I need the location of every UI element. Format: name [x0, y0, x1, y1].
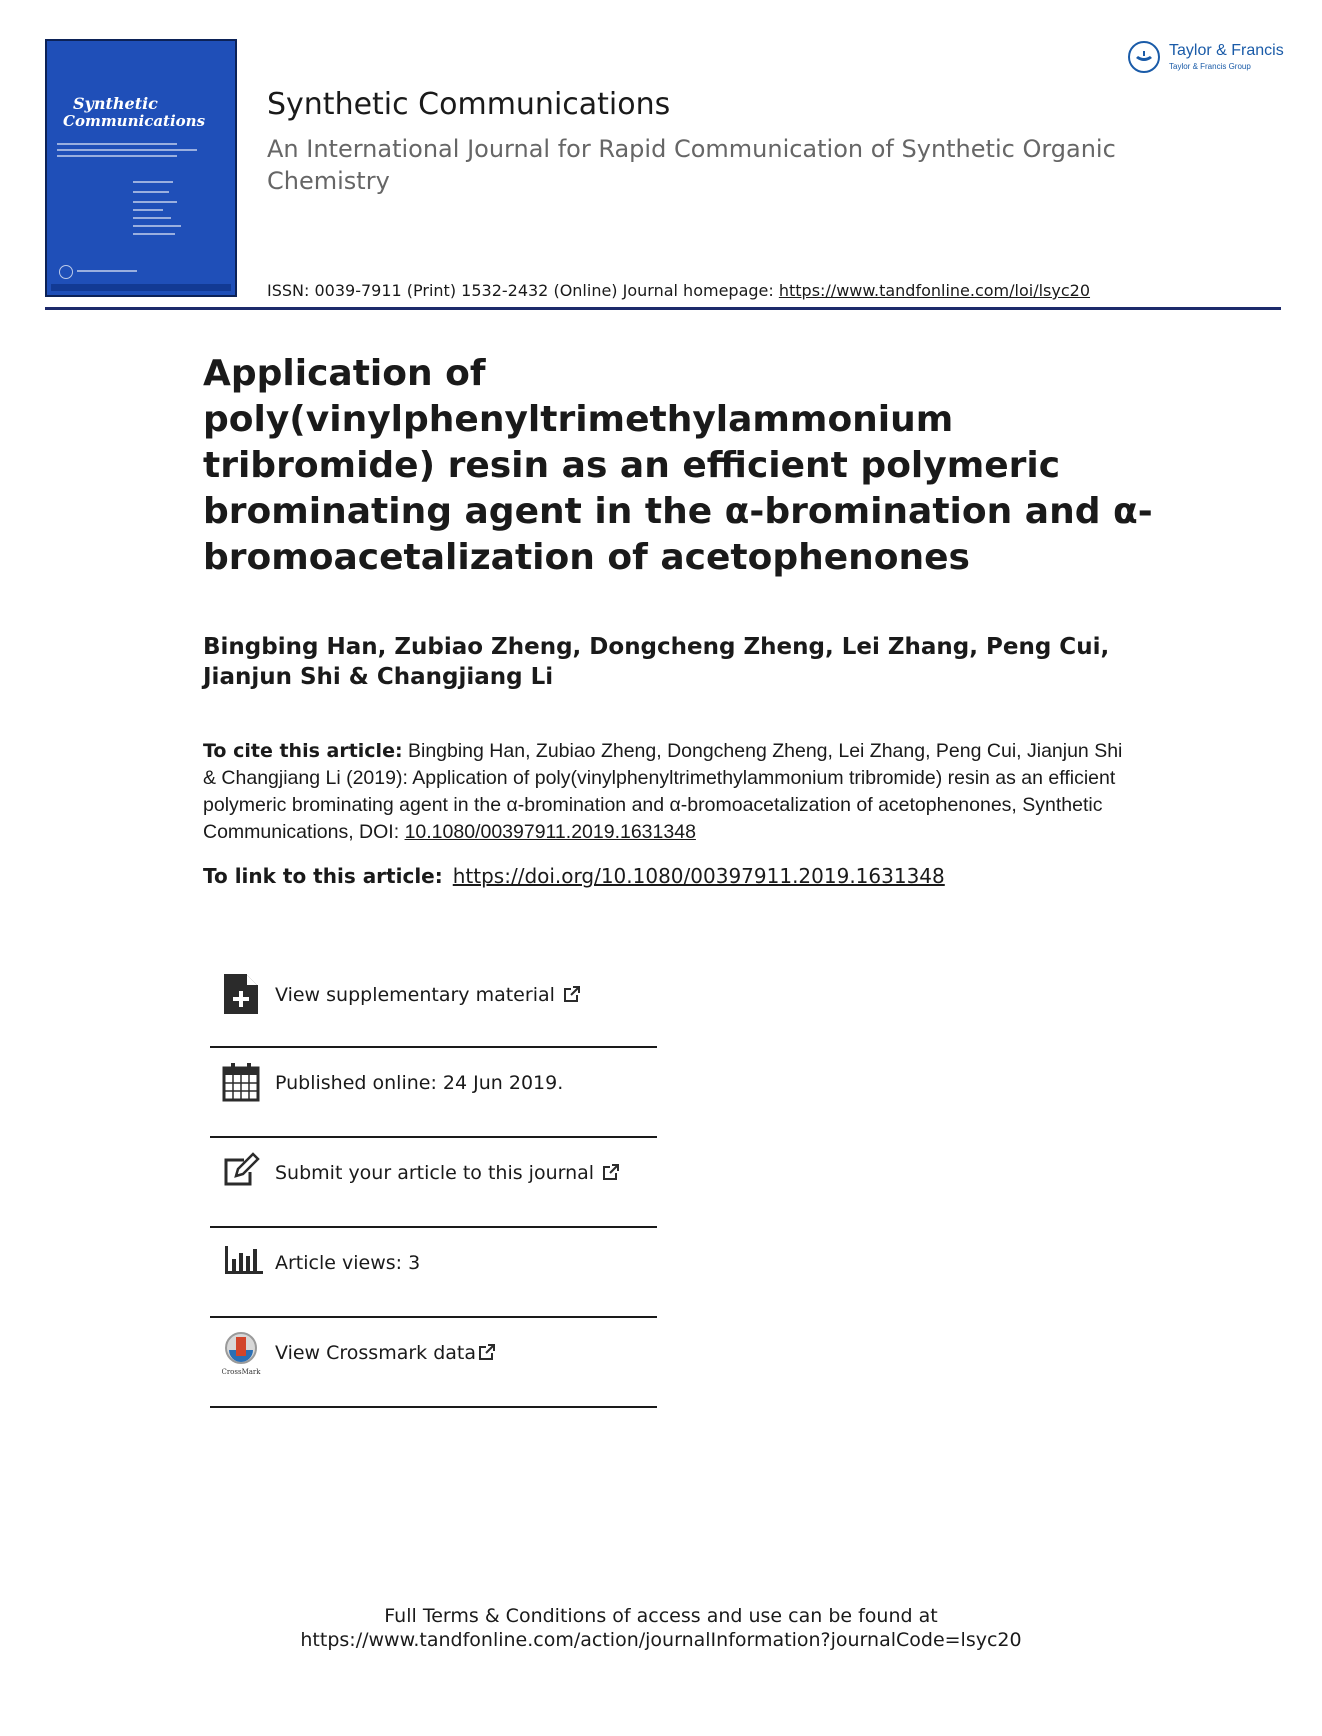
article-authors: Bingbing Han, Zubiao Zheng, Dongcheng Zheng, Lei Zhang, Peng Cui, Jianjun Shi & Changjiang Li [203, 634, 1110, 690]
cover-title: Synthetic Communications [63, 94, 206, 130]
published-row [210, 1048, 657, 1138]
external-link-icon [563, 985, 581, 1008]
cover-text-line [133, 225, 181, 227]
footer-url[interactable]: https://www.tandfonline.com/action/journalInformation?journalCode=lsyc20 [300, 1629, 1022, 1651]
journal-cover-image [45, 39, 237, 297]
published-date: Published online: 24 Jun 2019. [275, 1072, 564, 1094]
publisher-group: Taylor & Francis Group [1169, 62, 1251, 71]
submit-article-link[interactable]: Submit your article to this journal [275, 1162, 620, 1186]
views-row [210, 1228, 657, 1318]
taylor-francis-logo [1128, 40, 1286, 76]
cover-text-line [77, 270, 137, 272]
external-link-icon [478, 1343, 496, 1366]
taylor-francis-lamp-icon [1128, 41, 1160, 73]
supplementary-row[interactable] [210, 960, 657, 1048]
cover-text-line [57, 143, 177, 145]
publisher-name: Taylor & Francis [1169, 42, 1284, 59]
cite-label: To cite this article: [203, 740, 403, 762]
article-link-line [203, 864, 945, 888]
cover-text-line [133, 233, 175, 235]
bar-chart-icon [222, 1240, 260, 1284]
article-title: Application of poly(vinylphenyltrimethylammonium tribromide) resin as an efficient polymeric brominating agent in the α-bromination and α-bromoacetalization of acetophenones [203, 353, 1153, 578]
cover-text-line [57, 149, 197, 151]
crossmark-icon [222, 1330, 260, 1374]
issn-text: ISSN: 0039-7911 (Print) 1532-2432 (Online) Journal homepage: [267, 281, 779, 300]
terms-footer [0, 1604, 1322, 1652]
journal-homepage-link[interactable]: https://www.tandfonline.com/loi/lsyc20 [778, 281, 1091, 300]
cover-text-line [133, 201, 177, 203]
article-views: Article views: 3 [275, 1252, 421, 1274]
article-doi-url[interactable]: https://doi.org/10.1080/00397911.2019.1631348 [452, 864, 945, 888]
edit-icon [222, 1150, 260, 1194]
cover-text-line [133, 209, 163, 211]
doi-link[interactable]: 10.1080/00397911.2019.1631348 [404, 821, 696, 843]
view-crossmark-link[interactable]: View Crossmark data [275, 1342, 496, 1366]
link-label: To link to this article: [203, 864, 443, 888]
view-supplementary-link[interactable]: View supplementary material [275, 984, 581, 1008]
cover-footer-bar [51, 284, 231, 291]
svg-text:CrossMark: CrossMark [222, 1368, 261, 1376]
cite-text: Bingbing Han, Zubiao Zheng, Dongcheng Zheng, Lei Zhang, Peng Cui, Jianjun Shi & Changjiang Li (2019): Application of poly(vinylphenyltrimethylammonium tribromide) resin as an efficient polymeric brominating agent in the α-bromination and α-bromoacetalization of acetophenones, Synthetic Communications, DOI: [203, 740, 1123, 843]
header-divider [45, 307, 1281, 310]
external-link-icon [602, 1163, 620, 1186]
add-document-icon [222, 972, 260, 1016]
submit-row[interactable] [210, 1138, 657, 1228]
article-info-panel [210, 960, 657, 1408]
crossmark-row[interactable] [210, 1318, 657, 1408]
journal-subtitle: An International Journal for Rapid Communication of Synthetic Organic Chemistry [267, 135, 1116, 195]
cover-text-line [133, 181, 173, 183]
footer-line-1: Full Terms & Conditions of access and use can be found at [384, 1605, 938, 1627]
citation-block [203, 738, 1133, 846]
cover-text-line [133, 191, 169, 193]
journal-name: Synthetic Communications [267, 87, 671, 122]
issn-line [267, 281, 1090, 300]
calendar-icon [222, 1060, 260, 1104]
cover-publisher-icon [59, 265, 73, 279]
cover-text-line [133, 217, 171, 219]
cover-text-line [57, 155, 177, 157]
